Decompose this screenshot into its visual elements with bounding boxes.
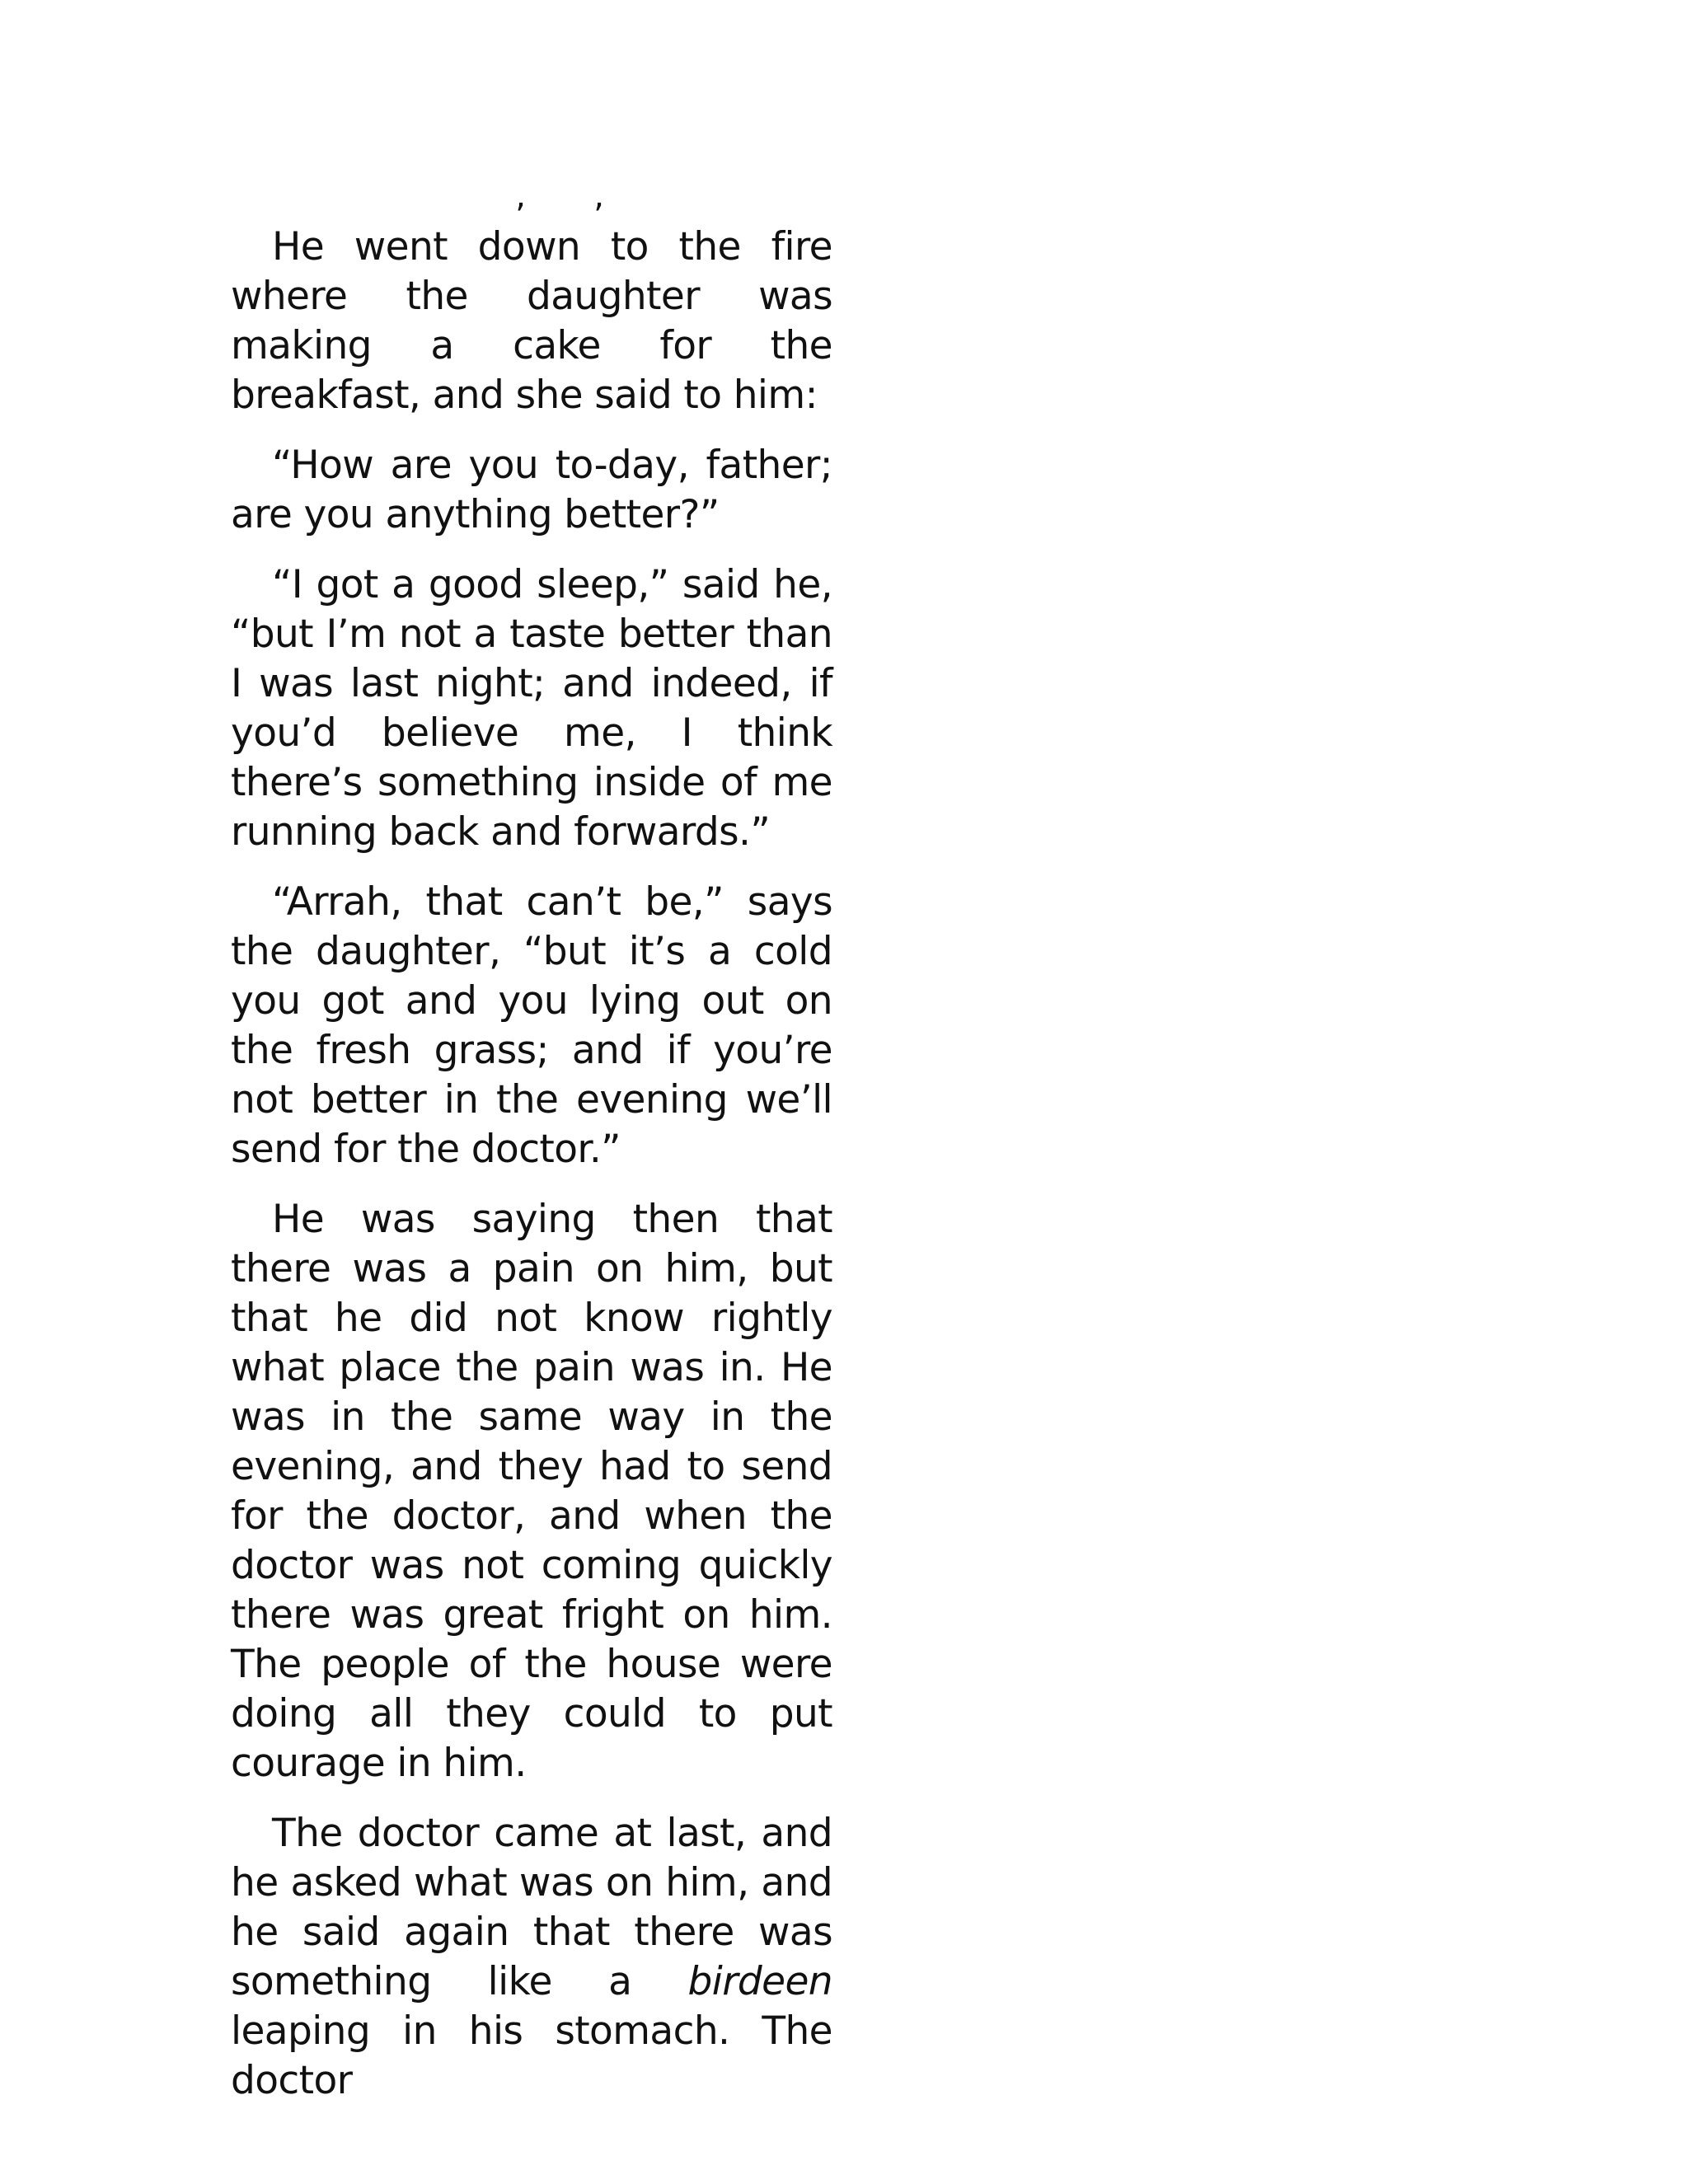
paragraph: “How are you to-day, father; are you anything better?” — [231, 443, 832, 537]
paragraph: “I got a good sleep,” said he, “but I’m not a taste better than I was last night; and indeed, if you’d believe me, I think there’s something inside of me running back and forwards.” — [231, 562, 832, 855]
paragraph: He was saying then that there was a pain on him, but that he did not know rightly what place the pain was in. He was in the same way in the evening, and they had to send for the doctor, and when the doctor was not coming quickly there was great fright on him. The people of the house were doing all they could to put courage in him. — [231, 1197, 832, 1786]
text-column — [231, 223, 832, 2103]
clipped-mark: ‚ — [515, 177, 526, 215]
clipped-mark: ‚ — [593, 177, 604, 215]
paragraph: “Arrah, that can’t be,” says the daughter, “but it’s a cold you got and you lying out on the fresh grass; and if you’re not better in the evening we’ll send for the doctor.” — [231, 879, 832, 1172]
paragraph-text: leaping in his stomach. The doctor — [231, 2008, 832, 2103]
paragraph: He went down to the fire where the daughter was making a cake for the breakfast, and she said to him: — [231, 224, 832, 418]
italic-word: birdeen — [687, 1959, 832, 2004]
paragraph — [231, 1809, 832, 2106]
clipped-previous-line — [231, 177, 832, 215]
paragraph-text: The doctor came at last, and he asked what was on him, and he said again that there was something like a — [231, 1811, 832, 2004]
